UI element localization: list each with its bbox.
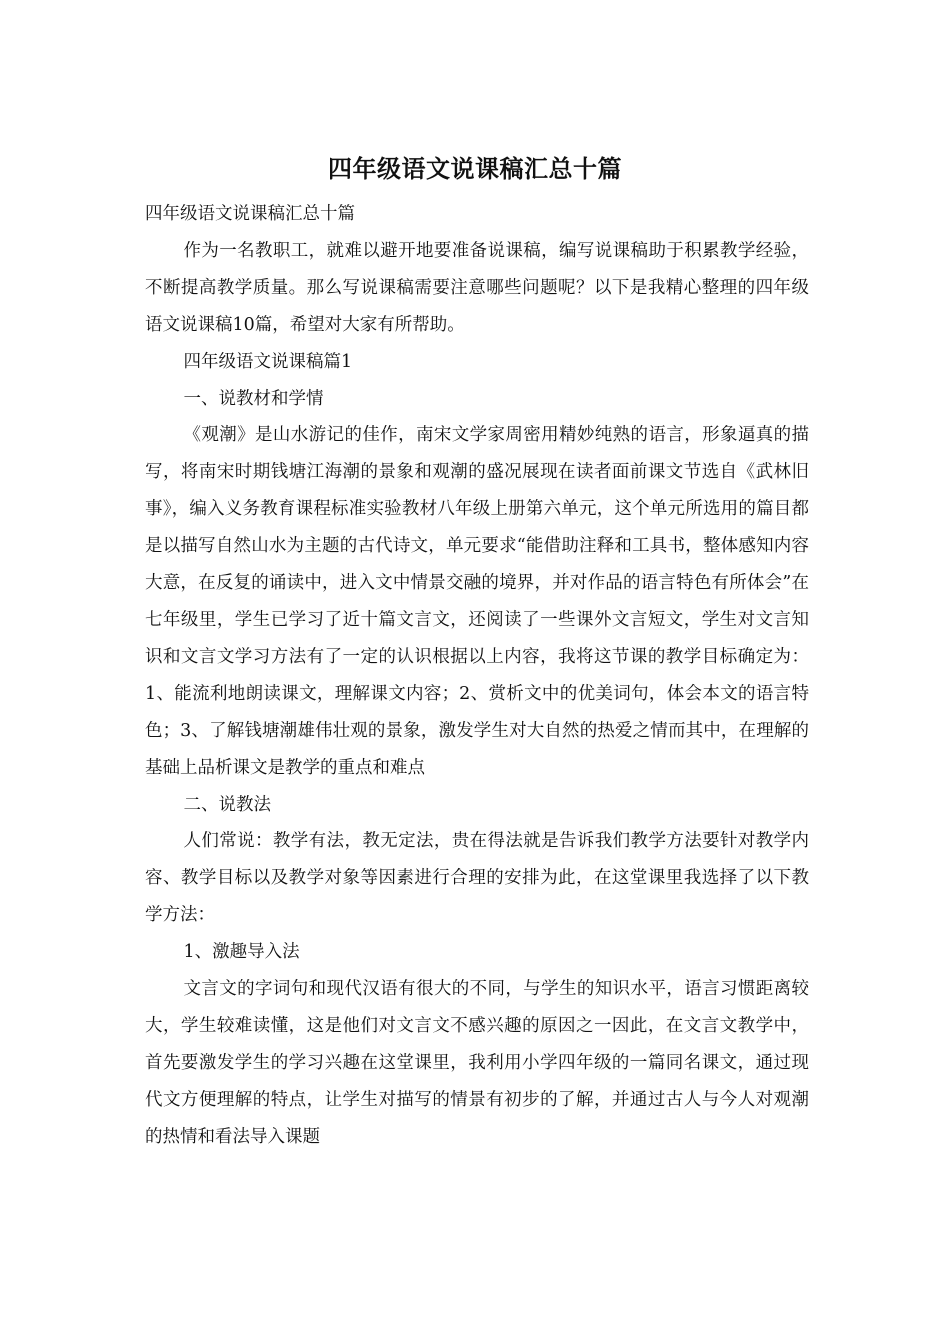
paragraph-intro: 作为一名教职工，就难以避开地要准备说课稿，编写说课稿助于积累教学经验，不断提高教学质量。那么写说课稿需要注意哪些问题呢？以下是我精心整理的四年级语文说课稿10篇，希望对大家有所帮助。 xyxy=(145,240,809,335)
paragraph-interest-method: 文言文的字词句和现代汉语有很大的不同，与学生的知识水平，语言习惯距离较大，学生较难读懂，这是他们对文言文不感兴趣的原因之一因此，在文言文教学中，首先要激发学生的学习兴趣在这堂课里，我利用小学四年级的一篇同名课文，通过现代文方便理解的特点，让学生对描写的情景有初步的了解，并通过古人与今人对观潮的热情和看法导入课题 xyxy=(145,979,809,1147)
section-heading-methods: 二、说教法 xyxy=(183,794,271,815)
paragraph-textbook: 《观潮》是山水游记的佳作，南宋文学家周密用精妙纯熟的语言，形象逼真的描写，将南宋时期钱塘江海潮的景象和观潮的盛况展现在读者面前课文节选自《武林旧事》，编入义务教育课程标准实验教材八年级上册第六单元，这个单元所选用的篇目都是以描写自然山水为主题的古代诗文，单元要求“能借助注释和工具书，整体感知内容大意，在反复的诵读中，进入文中情景交融的境界，并对作品的语言特色有所体会”在七年级里，学生已学习了近十篇文言文，还阅读了一些课外文言短文，学生对文言知识和文言文学习方法有了一定的认识根据以上内容，我将这节课的教学目标确定为：1、能流利地朗读课文，理解课文内容；2、赏析文中的优美词句，体会本文的语言特色；3、了解钱塘潮雄伟壮观的景象，激发学生对大自然的热爱之情而其中，在理解的基础上品析课文是教学的重点和难点 xyxy=(145,425,809,778)
section-heading-part1: 四年级语文说课稿篇1 xyxy=(183,351,353,372)
paragraph-subtitle: 四年级语文说课稿汇总十篇 xyxy=(145,204,355,224)
paragraph-methods: 人们常说：教学有法，教无定法，贵在得法就是告诉我们教学方法要针对教学内容、教学目标以及教学对象等因素进行合理的安排为此，在这堂课里我选择了以下教学方法： xyxy=(145,831,809,926)
subheading-interest-method: 1、激趣导入法 xyxy=(183,942,300,963)
document-body xyxy=(145,196,809,1156)
section-heading-textbook: 一、说教材和学情 xyxy=(183,388,324,409)
document-title: 四年级语文说课稿汇总十篇 xyxy=(328,155,622,183)
